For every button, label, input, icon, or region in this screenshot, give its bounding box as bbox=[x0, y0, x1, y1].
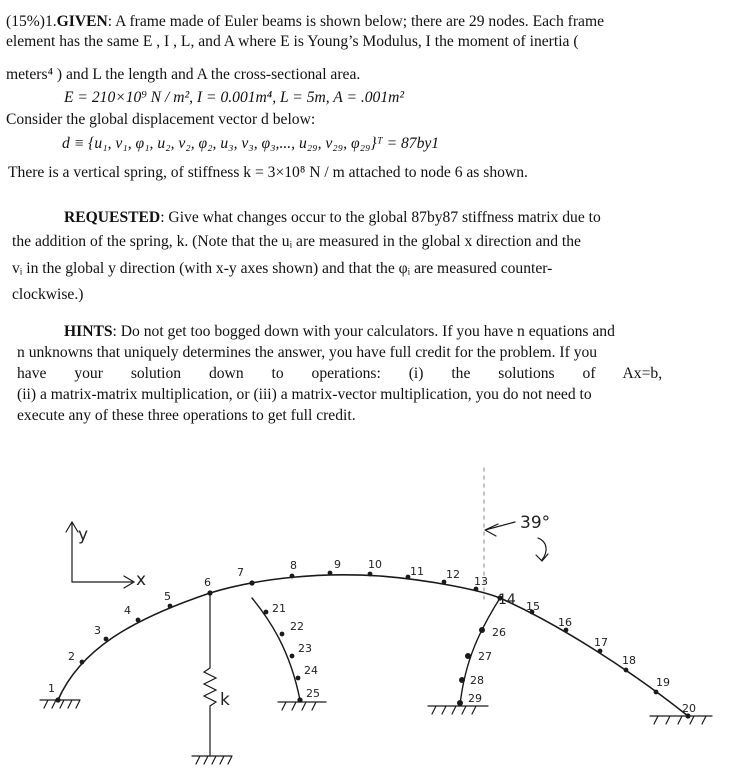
node-label-26: 26 bbox=[492, 626, 506, 639]
angle-label: 39° bbox=[520, 513, 551, 533]
node-10 bbox=[368, 572, 373, 577]
x-axis-arrow bbox=[72, 576, 134, 588]
requested-text-1: : Give what changes occur to the global 87by87 stiffness matrix due to bbox=[160, 209, 601, 226]
support-node-20 bbox=[650, 716, 712, 724]
hints-line-3: have your solution down to operations: (i) the solutions of Ax=b, bbox=[17, 365, 663, 382]
material-properties: E = 210×10⁹ N / m², I = 0.001m⁴, L = 5m, A = .001m² bbox=[64, 89, 405, 106]
node-label-8: 8 bbox=[290, 559, 297, 572]
node-label-25: 25 bbox=[306, 687, 320, 700]
hints-heading: HINTS bbox=[64, 323, 113, 340]
node-24 bbox=[296, 676, 301, 681]
node-label-3: 3 bbox=[94, 624, 101, 637]
requested-line-3: vᵢ in the global y direction (with x-y axes shown) and that the φᵢ are measured counter- bbox=[12, 260, 553, 277]
node-label-2: 2 bbox=[68, 650, 75, 663]
node-27 bbox=[465, 653, 471, 659]
node-9 bbox=[328, 571, 333, 576]
node-18 bbox=[624, 668, 629, 673]
node-17 bbox=[598, 649, 603, 654]
node-label-24: 24 bbox=[304, 664, 318, 677]
node-label-23: 23 bbox=[298, 642, 312, 655]
node-label-15: 15 bbox=[526, 600, 540, 613]
spring-label: k bbox=[220, 690, 230, 710]
node-label-10: 10 bbox=[368, 558, 382, 571]
given-line-2: element has the same E , I , L, and A where E is Young’s Modulus, I the moment of inertia ( bbox=[6, 33, 579, 50]
node-label-20: 20 bbox=[682, 702, 696, 715]
spring-line: There is a vertical spring, of stiffness k = 3×10⁸ N / m attached to node 6 as shown. bbox=[8, 164, 528, 181]
spring-line bbox=[204, 593, 216, 756]
requested-heading: REQUESTED bbox=[64, 209, 161, 226]
node-label-19: 19 bbox=[656, 676, 670, 689]
node-label-9: 9 bbox=[334, 558, 341, 571]
node-label-5: 5 bbox=[164, 590, 171, 603]
node-label-21: 21 bbox=[272, 602, 286, 615]
displacement-vector: d ≡ {u₁, v₁, φ₁, u₂, v₂, φ₂, u₃, v₃, φ₃,..., u₂₉, v₂₉, φ₂₉}ᵀ = 87by1 bbox=[62, 135, 440, 152]
node-label-14: 14 bbox=[498, 592, 516, 608]
node-label-28: 28 bbox=[470, 674, 484, 687]
x-axis-label: x bbox=[136, 570, 147, 590]
node-label-11: 11 bbox=[410, 565, 424, 578]
node-2 bbox=[80, 660, 85, 665]
support-node-29 bbox=[428, 706, 488, 714]
requested-line-4: clockwise.) bbox=[12, 286, 84, 303]
consider-line: Consider the global displacement vector d below: bbox=[6, 111, 316, 128]
node-label-13: 13 bbox=[474, 575, 488, 588]
node-label-29: 29 bbox=[468, 692, 482, 705]
node-6 bbox=[207, 590, 212, 595]
node-23 bbox=[290, 654, 295, 659]
spring-support bbox=[192, 756, 232, 764]
node-label-17: 17 bbox=[594, 636, 608, 649]
y-axis-label: y bbox=[78, 525, 89, 545]
node-label-12: 12 bbox=[446, 568, 460, 581]
hints-line-5: execute any of these three operations to get full credit. bbox=[17, 407, 356, 424]
hints-line-4: (ii) a matrix-matrix multiplication, or (iii) a matrix-vector multiplication, you do not need to bbox=[17, 386, 592, 403]
node-5 bbox=[168, 604, 173, 609]
y-axis-arrow bbox=[66, 522, 78, 582]
requested-line-2: the addition of the spring, k. (Note that the uᵢ are measured in the global x direction and the bbox=[12, 233, 581, 250]
node-label-27: 27 bbox=[478, 650, 492, 663]
node-label-1: 1 bbox=[48, 682, 55, 695]
node-8 bbox=[290, 574, 295, 579]
node-7 bbox=[249, 580, 254, 585]
node-1 bbox=[55, 697, 60, 702]
node-label-6: 6 bbox=[204, 576, 211, 589]
support-node-25 bbox=[278, 702, 326, 710]
problem-number: (15%)1. bbox=[6, 13, 57, 30]
node-label-16: 16 bbox=[558, 616, 572, 629]
angle-curl bbox=[536, 538, 548, 561]
node-label-7: 7 bbox=[237, 566, 244, 579]
node-label-18: 18 bbox=[622, 654, 636, 667]
node-label-4: 4 bbox=[124, 604, 131, 617]
node-label-22: 22 bbox=[290, 620, 304, 633]
given-heading: GIVEN bbox=[56, 13, 108, 30]
node-25 bbox=[297, 697, 302, 702]
angle-arc-arrow bbox=[485, 522, 515, 536]
node-22 bbox=[280, 632, 285, 637]
node-28 bbox=[459, 677, 465, 683]
node-19 bbox=[654, 690, 659, 695]
hints-line-2: n unknowns that uniquely determines the answer, you have full credit for the problem. If you bbox=[17, 344, 598, 361]
node-29 bbox=[457, 700, 463, 706]
node-26 bbox=[479, 627, 485, 633]
given-text-1: : A frame made of Euler beams is shown below; there are 29 nodes. Each frame bbox=[107, 13, 605, 30]
node-4 bbox=[136, 618, 141, 623]
node-3 bbox=[104, 637, 109, 642]
node-21 bbox=[264, 610, 269, 615]
given-line-3: meters⁴ ) and L the length and A the cross-sectional area. bbox=[6, 66, 361, 83]
hints-text-1: : Do not get too bogged down with your calculators. If you have n equations and bbox=[112, 323, 615, 340]
